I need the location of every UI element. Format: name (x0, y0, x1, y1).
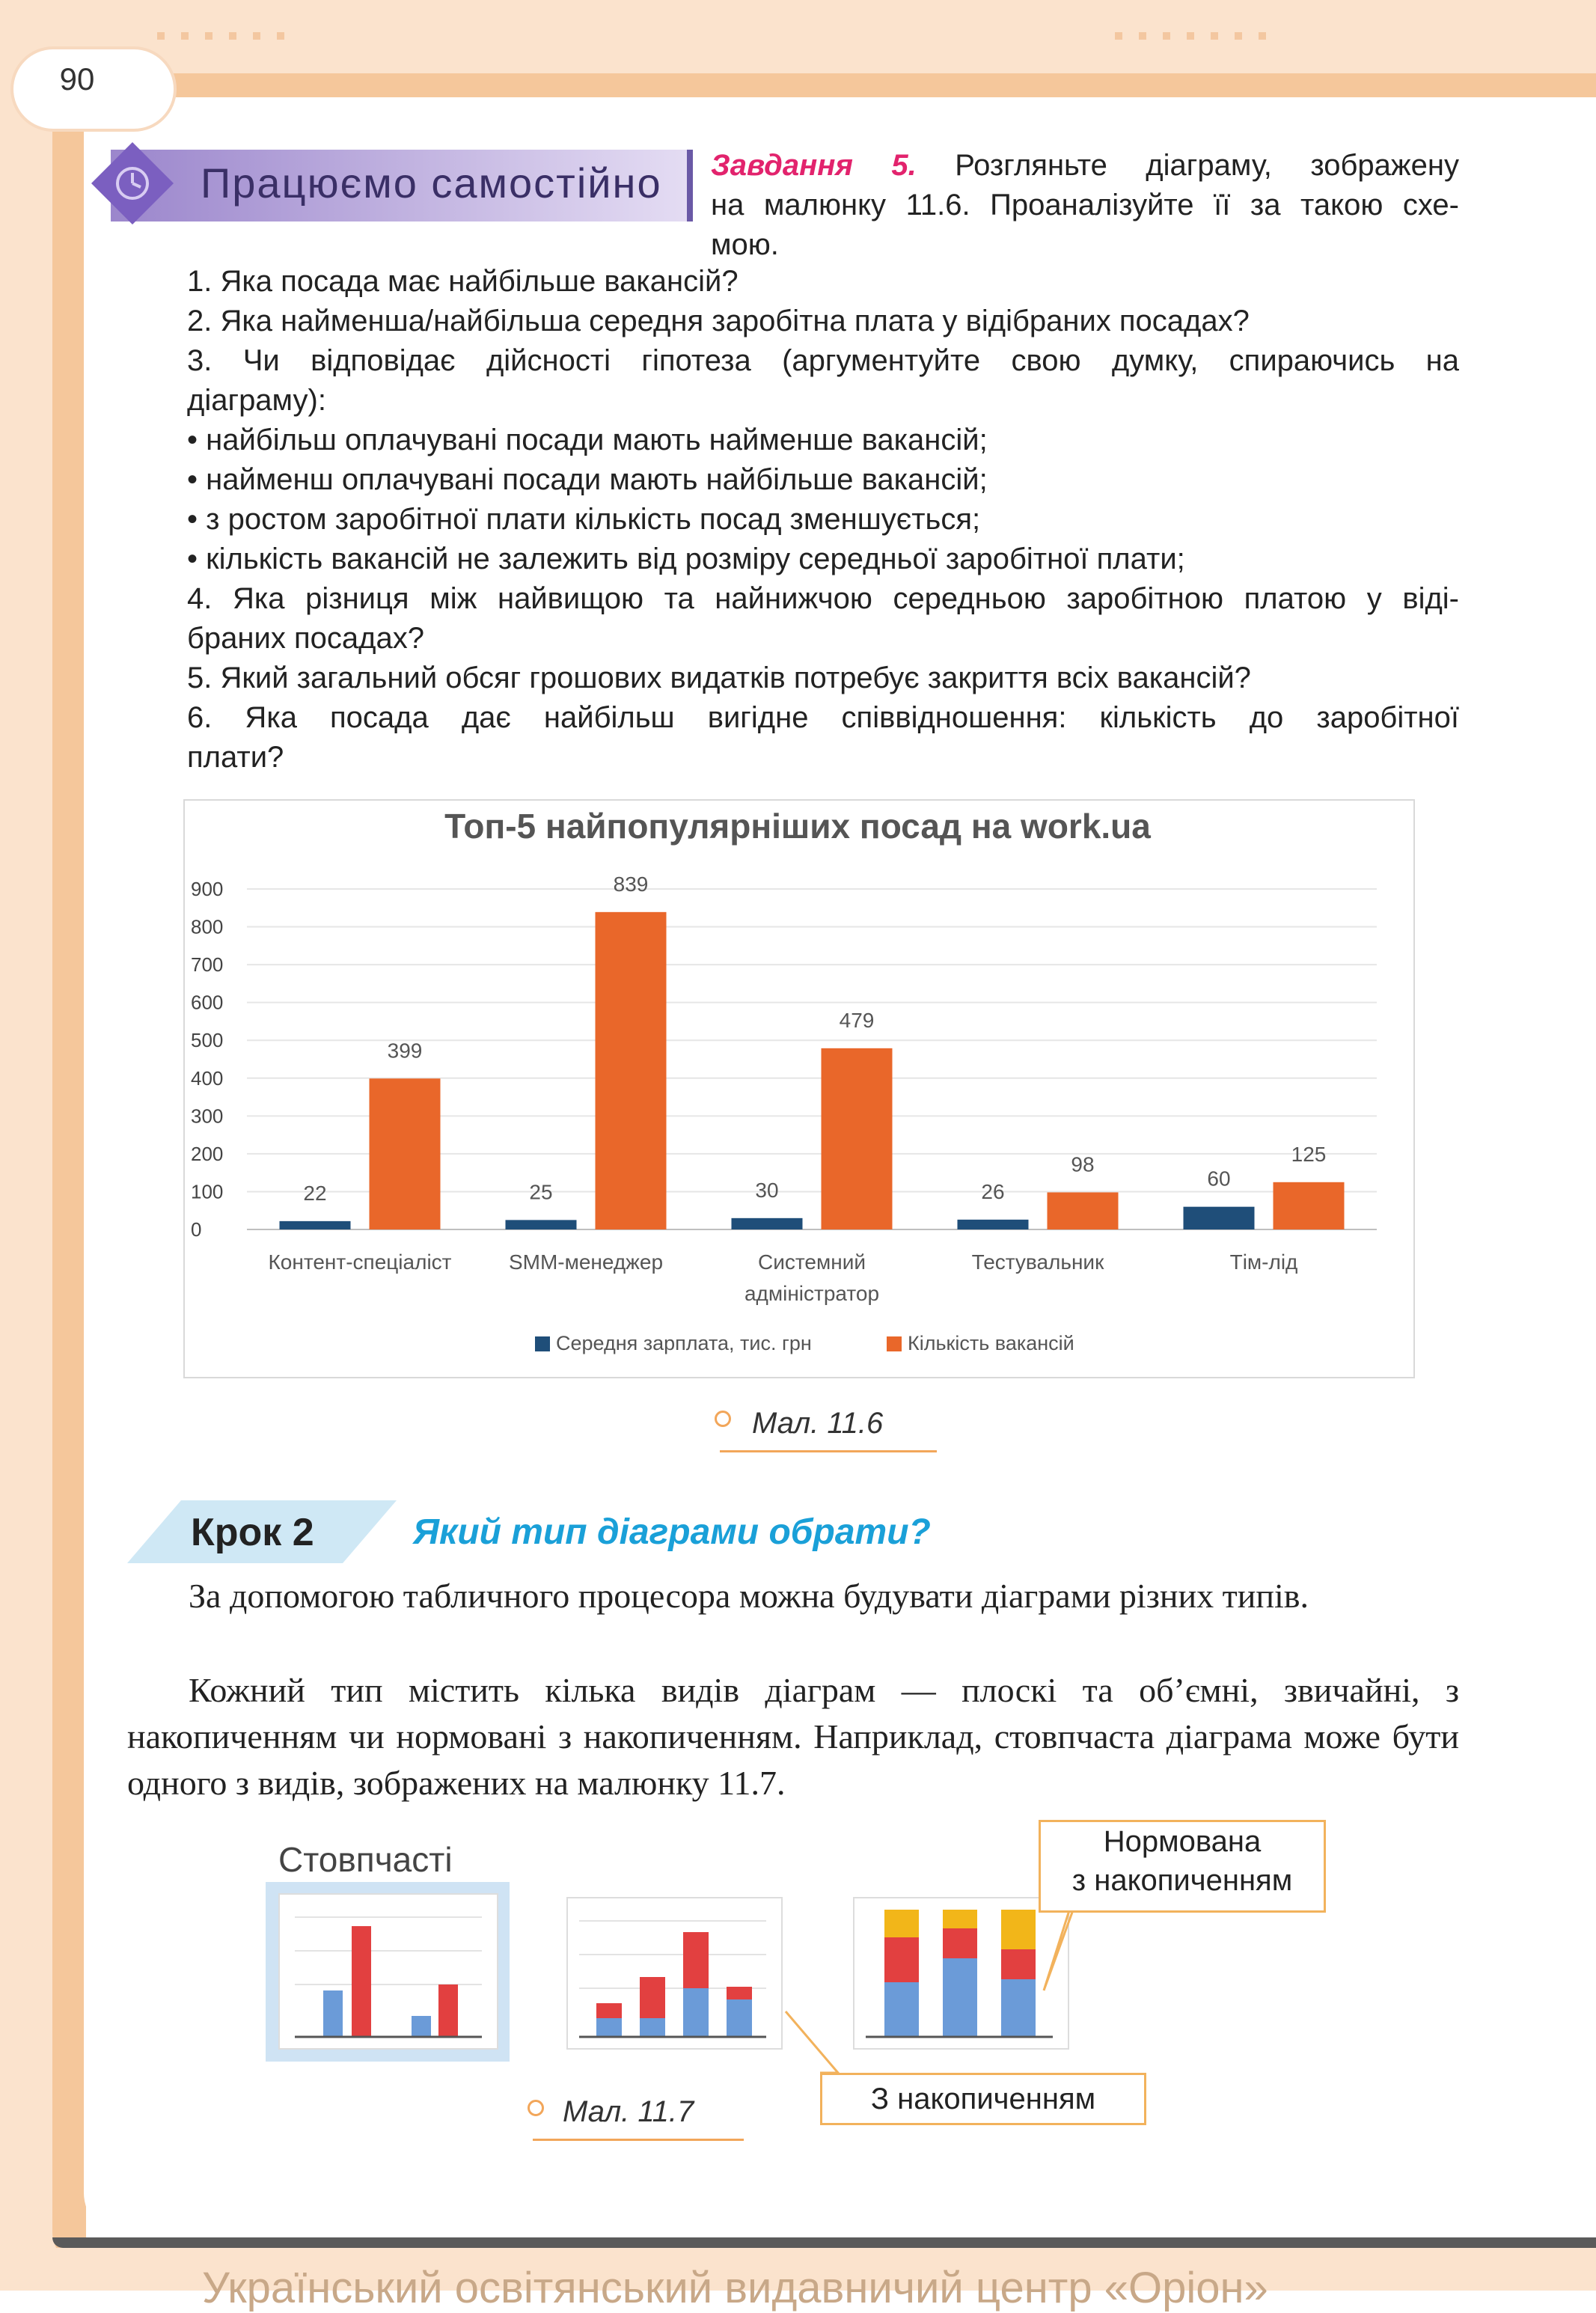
legend-swatch (535, 1336, 550, 1351)
task-block (711, 146, 1459, 265)
bar (1048, 1192, 1119, 1229)
y-tick-label: 700 (191, 953, 224, 977)
callout-line: Нормована (1103, 1825, 1262, 1858)
data-label: 399 (387, 1039, 423, 1063)
banner-title: Працюємо самостійно (201, 159, 662, 207)
data-label: 125 (1291, 1142, 1327, 1166)
y-tick-label: 600 (191, 991, 224, 1014)
caption-pin-icon (528, 2100, 544, 2116)
frame-top-band (153, 73, 1596, 97)
x-tick-label: Контент-спеціаліст (268, 1250, 452, 1274)
decor-dots (1115, 30, 1282, 43)
paragraph: За допомогою табличного процесора можна будувати діаграми різних типів. (189, 1577, 1309, 1615)
chart-title: Топ-5 найпопулярніших посад на work.ua (444, 807, 1151, 846)
question-line: 5. Який загальний обсяг грошових видатків потребує закриття всіх вакансій? (187, 661, 1251, 694)
data-label: 60 (1207, 1167, 1231, 1191)
question-line: 4. Яка різниця між найвищою та найнижчою середньою заробітною платою у віді- (187, 582, 1459, 615)
y-tick-label: 900 (191, 878, 224, 900)
question-line: 2. Яка найменша/найбільша середня заробітна плата у відібраних посадах? (187, 305, 1250, 337)
question-line: 6. Яка посада дає найбільш вигідне співвідношення: кількість до заробітної (187, 701, 1459, 734)
step-label: Крок 2 (191, 1511, 314, 1554)
task-line: мою. (711, 228, 779, 261)
data-label: 30 (755, 1178, 779, 1202)
y-tick-label: 0 (191, 1218, 202, 1241)
bar (506, 1220, 577, 1229)
data-label: 839 (613, 872, 649, 896)
decor-dots (157, 30, 301, 43)
puzzle-clock-icon (88, 139, 177, 227)
bar (822, 1048, 893, 1229)
clustered-column-chart-thumb (278, 1893, 498, 2050)
x-tick-label: адміністратор (744, 1282, 880, 1305)
question-line: • з ростом заробітної плати кількість посад зменшується; (187, 503, 981, 536)
bar (370, 1078, 441, 1229)
questions-list (187, 262, 1459, 777)
x-tick-label: SMM-менеджер (508, 1250, 664, 1274)
question-line: • найменш оплачувані посади мають найбільше вакансій; (187, 463, 988, 496)
y-tick-label: 800 (191, 915, 224, 938)
question-line: плати? (187, 741, 284, 774)
caption-pin-icon (715, 1411, 731, 1427)
question-line: діаграму): (187, 384, 326, 417)
x-tick-label: Тім-лід (1229, 1250, 1298, 1274)
y-tick-label: 300 (191, 1104, 224, 1128)
y-tick-label: 200 (191, 1142, 224, 1165)
callout-normalized (1039, 1820, 1326, 1913)
frame-left-band (52, 73, 86, 2266)
data-label: 479 (839, 1008, 875, 1032)
paragraph: Кожний тип містить кілька видів діаграм — плоскі та об’ємні, звичайні, з накопиченням чи нормовані з накопиченням. Наприклад, стовпчаста діаграма може бути одного з видів, зображених на малюнку 11.7. (127, 1671, 1459, 1802)
callout-stacked: З накопиченням (820, 2073, 1146, 2125)
data-label: 22 (303, 1181, 327, 1205)
x-tick-label: Тестувальник (971, 1250, 1104, 1274)
question-line: • кількість вакансій не залежить від розміру середньої заробітної плати; (187, 543, 1185, 575)
caption-underline (533, 2139, 744, 2141)
legend-label: Кількість вакансій (908, 1332, 1074, 1354)
question-line: браних посадах? (187, 622, 424, 655)
bar (1184, 1207, 1255, 1229)
question-line: 3. Чи відповідає дійсності гіпотеза (аргументуйте свою думку, спираючись на (187, 344, 1459, 377)
bar (958, 1220, 1029, 1229)
bottom-band (52, 2237, 1596, 2248)
stacked-column-chart-thumb (566, 1897, 783, 2050)
callout-line: з накопиченням (1071, 1864, 1293, 1897)
data-label: 25 (529, 1180, 553, 1204)
task-title: Завдання 5. (711, 149, 917, 182)
legend-swatch (887, 1336, 902, 1351)
data-label: 26 (981, 1179, 1005, 1203)
x-tick-label: Системний (758, 1250, 866, 1274)
page-number: 90 (59, 61, 95, 97)
figure-caption: Мал. 11.7 (563, 2095, 694, 2128)
y-tick-label: 500 (191, 1029, 224, 1052)
step-title: Який тип діаграми обрати? (413, 1512, 931, 1552)
bar (732, 1218, 803, 1229)
data-label: 98 (1071, 1152, 1095, 1176)
question-line: 1. Яка посада має найбільше вакансій? (187, 265, 739, 298)
bar (280, 1221, 351, 1229)
vacancies-bar-chart (183, 799, 1412, 1375)
figure-caption: Мал. 11.6 (752, 1407, 884, 1440)
task-line: на малюнку 11.6. Проаналізуйте її за такою схе- (711, 189, 1459, 221)
bar (596, 912, 667, 1229)
caption-underline (720, 1450, 937, 1452)
y-tick-label: 100 (191, 1180, 224, 1203)
legend-label: Середня зарплата, тис. грн (556, 1332, 812, 1354)
question-line: • найбільш оплачувані посади мають найменше вакансій; (187, 424, 988, 456)
footer-publisher: Український освітянський видавничий центр «Оріон» (202, 2264, 1268, 2312)
column-charts-label: Стовпчасті (278, 1840, 453, 1879)
y-tick-label: 400 (191, 1066, 224, 1090)
task-line: Розгляньте діаграму, зображену (955, 149, 1459, 182)
bar (1274, 1182, 1345, 1229)
